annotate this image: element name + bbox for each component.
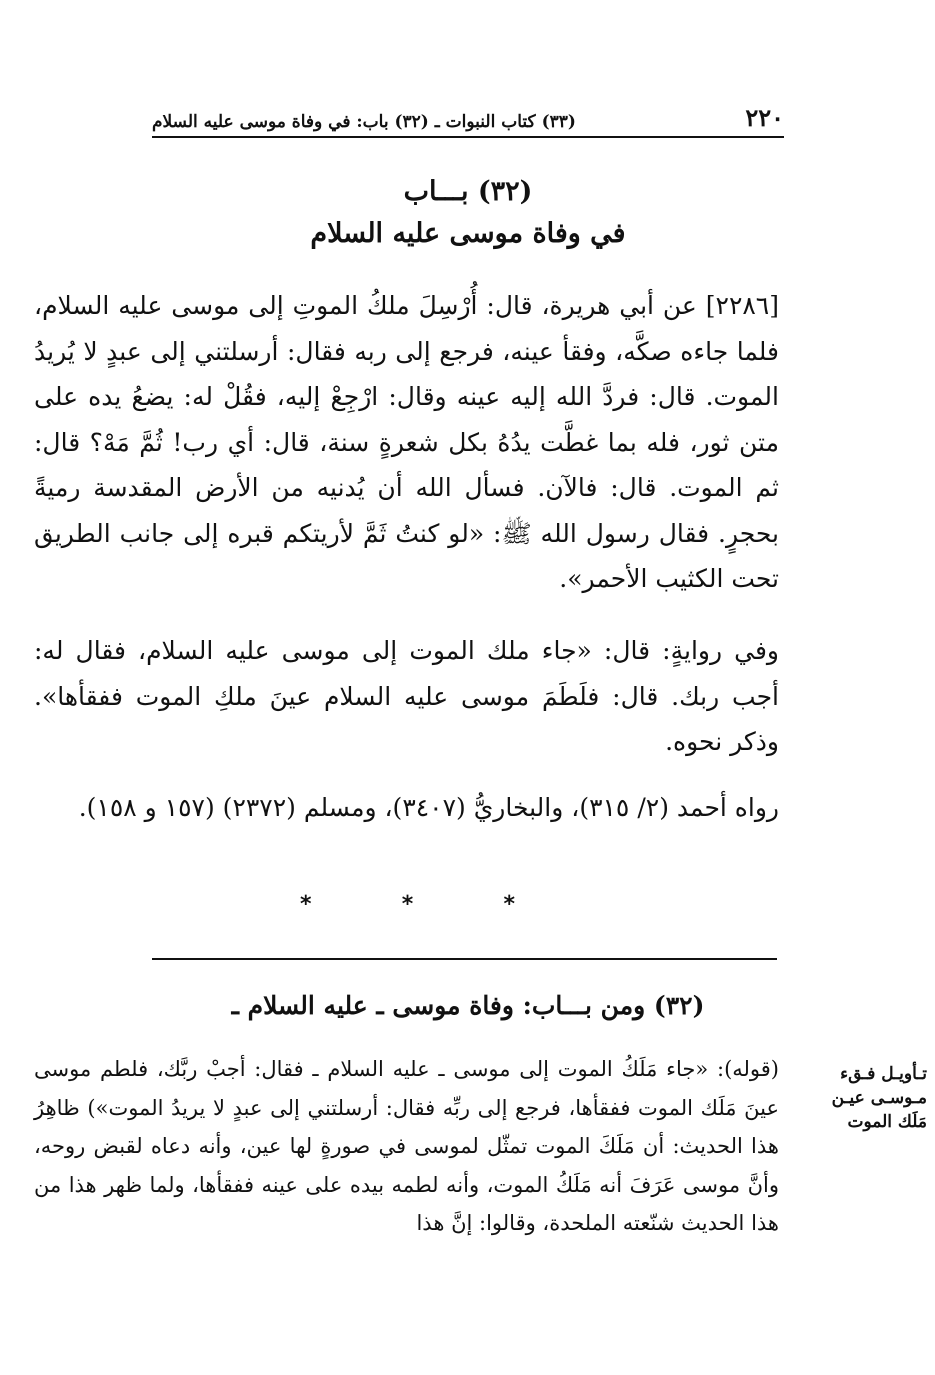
commentary-separator-line [152, 958, 777, 960]
commentary-text: (قوله): «جاء مَلَكُ الموت إلى موسى ـ عليه السلام ـ فقال: أجبْ ربَّك، فلطم موسى عينَ مَلَك الموت ففقأها، فرجع إلى ربِّه فقال: أرسلتني إلى عبدٍ لا يريدُ الموت») ظاهِرُ هذا الحديث: أن مَلَكَ الموت تمثّل لموسى في صورةٍ لها عين، وأنه دعاه لقبض روحه، وأنَّ موسى عَرَفَ أنه مَلَكُ الموت، وأنه لطمه بيده على عينه ففقأها، ولما ظهر هذا من هذا الحديث شنّعته الملحدة، وقالوا: إنَّ هذا [34, 1057, 779, 1235]
running-header [152, 104, 784, 138]
chapter-title: في وفاة موسى عليه السلام [310, 218, 626, 249]
riwaya-text: وفي روايةٍ: قال: «جاء ملك الموت إلى موسى عليه السلام، فقال له: أجب ربك. قال: فلَطَمَ موسى عليه السلام عينَ ملكِ الموت ففقأها». وذكر نحوه. [34, 636, 779, 756]
margin-note-line: تـأويـل فـقء [840, 1064, 927, 1084]
margin-note [787, 1062, 927, 1134]
star-ornament: * [401, 892, 414, 917]
star-ornament: * [300, 892, 312, 917]
star-ornament: * [503, 892, 515, 917]
takhrij-text: رواه أحمد (٢/ ٣١٥)، والبخاريُّ (٣٤٠٧)، ومسلم (٢٣٧٢) (١٥٧ و ١٥٨). [78, 793, 779, 822]
running-title: (٣٣) كتاب النبوات ـ (٣٢) باب: في وفاة موسى عليه السلام [152, 112, 576, 132]
commentary-heading: (٣٢) ومن بـــاب: وفاة موسى ـ عليه السلام ـ [231, 991, 705, 1020]
margin-note-line: مَلَك الموت [847, 1112, 927, 1132]
chapter-number: (٣٢) بـــاب [403, 176, 533, 207]
margin-note-line: مـوسـى عيـن [831, 1088, 927, 1108]
section-divider-stars [300, 892, 515, 917]
hadith-text: [٢٢٨٦] عن أبي هريرة، قال: أُرْسِلَ ملكُ الموتِ إلى موسى عليه السلام، فلما جاءه صكَّه، وفقأ عينه، فرجع إلى ربه فقال: أرسلتني إلى عبدٍ لا يُريدُ الموت. قال: فردَّ الله إليه عينه وقال: ارْجِعْ إليه، فقُلْ له: يضعُ يده على متن ثور، فله بما غطَّت يدُهُ بكل شعرةٍ سنة، قال: أي رب! ثُمَّ مَهْ؟ قال: ثم الموت. قال: فالآن. فسأل الله أن يُدنيه من الأرض المقدسة رميةً بحجرٍ. فقال رسول الله ﷺ: «لو كنتُ ثَمَّ لأريتكم قبره إلى جانب الطريق تحت الكثيب الأحمر». [34, 291, 779, 593]
chapter-heading [152, 172, 784, 256]
page-number: ٢٢٠ [745, 103, 784, 132]
